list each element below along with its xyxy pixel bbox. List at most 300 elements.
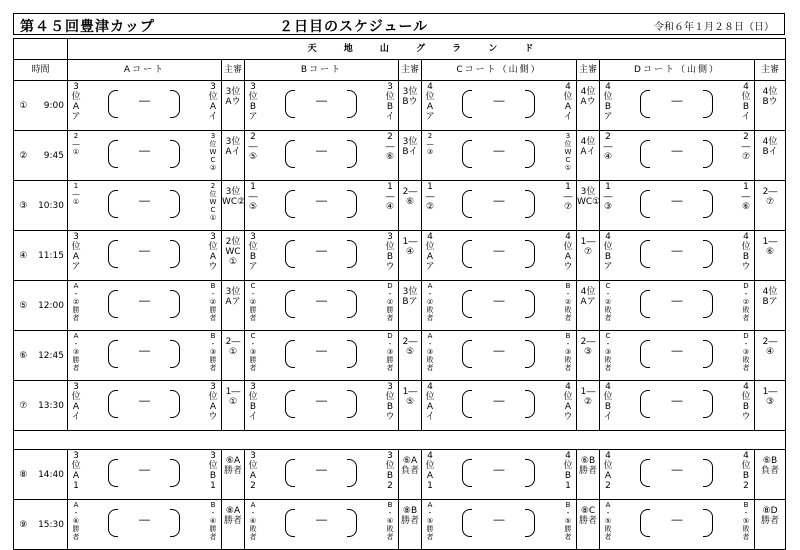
score-bracket-right	[170, 90, 180, 118]
referee-header: 主審	[577, 60, 600, 81]
referee-cell	[399, 131, 422, 181]
match-cell	[422, 500, 577, 550]
home-team-label: 3 位 A イ	[71, 382, 81, 422]
score-bracket-left	[640, 340, 650, 368]
match-cell	[68, 181, 222, 231]
score-bracket-left	[285, 90, 295, 118]
score-bracket-left	[640, 509, 650, 537]
score-separator: ―	[493, 394, 505, 407]
match	[245, 450, 398, 493]
court-b-header: Bコート	[245, 60, 399, 81]
referee-label: 3位 WC②	[222, 187, 246, 207]
schedule-subtitle: ２日目のスケジュール	[279, 19, 429, 35]
score-separator: ―	[493, 513, 505, 526]
referee-cell	[755, 450, 786, 500]
score-bracket-right	[525, 509, 535, 537]
referee-label: 4位 Aイ	[580, 137, 596, 157]
score-separator: ―	[493, 94, 505, 107]
slot-number: ⑨	[14, 500, 33, 550]
slot-time: 13:30	[33, 381, 68, 431]
home-team-label: C ・ ③ 勝 者	[249, 332, 257, 372]
home-team-label: C ・ ② 敗 者	[604, 282, 612, 322]
away-team-label: 3 位 B ウ	[385, 382, 395, 422]
score-separator: ―	[139, 94, 150, 107]
referee-cell	[399, 231, 422, 281]
match-cell	[600, 450, 755, 500]
score-bracket-left	[462, 390, 472, 418]
score-bracket-right	[347, 90, 357, 118]
score-bracket-left	[640, 240, 650, 268]
score-bracket-right	[347, 240, 357, 268]
score-bracket-right	[703, 290, 713, 318]
score-bracket-left	[462, 140, 472, 168]
away-team-label: 4 位 B イ	[741, 82, 751, 122]
home-team-label: 4 位 A イ	[425, 382, 435, 422]
match	[600, 500, 754, 543]
away-team-label: 3 位 A ウ	[208, 382, 218, 422]
score-bracket-left	[285, 459, 295, 487]
away-team-label: B ・ ③ 勝 者	[209, 332, 217, 372]
referee-cell	[755, 500, 786, 550]
home-team-label: 4 位 B イ	[603, 382, 613, 422]
score-bracket-left	[285, 509, 295, 537]
match-cell	[68, 381, 222, 431]
home-team-label: A ・ ③ 敗 者	[426, 332, 434, 372]
match-cell	[68, 450, 222, 500]
match-cell	[245, 331, 399, 381]
score-separator: ―	[139, 513, 150, 526]
referee-cell	[577, 381, 600, 431]
away-team-label: B ・ ③ 敗 者	[564, 332, 572, 372]
referee-cell	[222, 450, 245, 500]
home-team-label: 3 位 A 1	[71, 451, 81, 491]
score-separator: ―	[316, 194, 327, 207]
away-team-label: 3 位 W C ①	[564, 132, 572, 172]
referee-label: 3位 Aウ	[225, 87, 241, 107]
home-team-label: A ・ ⑥ 勝 者	[72, 501, 80, 541]
score-bracket-left	[108, 459, 118, 487]
match	[68, 81, 221, 124]
referee-label: 1― ②	[580, 387, 596, 407]
match-cell	[245, 81, 399, 131]
match	[600, 281, 754, 324]
score-separator: ―	[493, 294, 505, 307]
slot-time: 12:45	[33, 331, 68, 381]
referee-label: 1― ①	[225, 387, 241, 407]
match	[600, 381, 754, 424]
match	[422, 181, 576, 224]
home-team-label: 1 ― ②	[425, 182, 435, 212]
referee-cell	[577, 331, 600, 381]
slot-time: 15:30	[33, 500, 68, 550]
home-team-label: A ・ ② 勝 者	[72, 282, 80, 322]
separator-cell	[33, 431, 68, 450]
home-team-label: A ・ ⑤ 勝 者	[426, 501, 434, 541]
score-bracket-left	[285, 140, 295, 168]
away-team-label: 2 位 W C ①	[209, 182, 217, 222]
score-bracket-right	[347, 390, 357, 418]
match-cell	[422, 81, 577, 131]
score-separator: ―	[671, 194, 683, 207]
away-team-label: 1 ― ⑦	[563, 182, 573, 212]
score-bracket-right	[347, 340, 357, 368]
away-team-label: 4 位 B 2	[741, 451, 751, 491]
score-bracket-left	[462, 459, 472, 487]
referee-cell	[755, 281, 786, 331]
match	[600, 131, 754, 174]
score-bracket-right	[347, 459, 357, 487]
score-bracket-right	[703, 240, 713, 268]
score-bracket-right	[170, 390, 180, 418]
referee-header: 主審	[399, 60, 422, 81]
score-bracket-right	[170, 340, 180, 368]
home-team-label: 2 ― ⑤	[248, 132, 258, 162]
score-bracket-right	[170, 459, 180, 487]
referee-cell	[577, 81, 600, 131]
referee-cell	[222, 331, 245, 381]
home-team-label: 4 位 A 2	[603, 451, 613, 491]
away-team-label: 3 位 B 2	[385, 451, 395, 491]
score-bracket-left	[640, 90, 650, 118]
score-bracket-left	[108, 240, 118, 268]
home-team-label: 4 位 A ア	[425, 232, 435, 272]
away-team-label: 3 位 B ウ	[385, 232, 395, 272]
score-bracket-right	[525, 190, 535, 218]
score-bracket-right	[347, 509, 357, 537]
match	[245, 231, 398, 274]
match	[600, 81, 754, 124]
away-team-label: 1 ― ⑥	[741, 182, 751, 212]
away-team-label: 2 ― ⑥	[385, 132, 395, 162]
referee-label: 2― ⑥	[402, 187, 418, 207]
match-cell	[245, 500, 399, 550]
home-team-label: 3 位 A ア	[71, 82, 81, 122]
referee-cell	[399, 181, 422, 231]
match-cell	[600, 181, 755, 231]
score-bracket-left	[640, 190, 650, 218]
referee-header: 主審	[755, 60, 786, 81]
score-bracket-left	[108, 290, 118, 318]
home-team-label: 3 位 B イ	[248, 382, 258, 422]
home-team-label: 3 位 A 2	[248, 451, 258, 491]
referee-cell	[577, 450, 600, 500]
match-cell	[422, 381, 577, 431]
score-bracket-right	[170, 190, 180, 218]
match	[422, 81, 576, 124]
time-slot-row	[14, 231, 786, 281]
score-bracket-left	[640, 390, 650, 418]
home-team-label: 3 位 B ア	[248, 232, 258, 272]
match	[68, 331, 221, 374]
away-team-label: D ・ ② 敗 者	[742, 282, 750, 322]
slot-number: ④	[14, 231, 33, 281]
referee-cell	[755, 181, 786, 231]
match-cell	[600, 231, 755, 281]
slot-time: 14:40	[33, 450, 68, 500]
time-slot-row	[14, 281, 786, 331]
separator-cell	[422, 431, 577, 450]
referee-label: 1― ⑥	[762, 237, 778, 257]
score-bracket-right	[703, 390, 713, 418]
home-team-label: 1 ― ③	[603, 182, 613, 212]
score-bracket-right	[703, 459, 713, 487]
match	[422, 500, 576, 543]
away-team-label: 4 位 A ウ	[563, 382, 573, 422]
match-cell	[245, 381, 399, 431]
referee-label: ⑥B 負者	[761, 456, 780, 476]
away-team-label: B ・ ② 敗 者	[564, 282, 572, 322]
away-team-label: 3 位 A イ	[208, 82, 218, 122]
score-separator: ―	[316, 244, 327, 257]
slot-number: ⑥	[14, 331, 33, 381]
referee-cell	[399, 500, 422, 550]
score-separator: ―	[139, 144, 150, 157]
score-bracket-right	[170, 140, 180, 168]
away-team-label: B ・ ⑥ 勝 者	[209, 501, 217, 541]
referee-cell	[755, 131, 786, 181]
match-cell	[422, 450, 577, 500]
score-separator: ―	[671, 344, 683, 357]
referee-cell	[222, 181, 245, 231]
referee-cell	[222, 381, 245, 431]
match	[245, 131, 398, 174]
referee-cell	[222, 131, 245, 181]
score-separator: ―	[139, 463, 150, 476]
slot-time: 9:00	[33, 81, 68, 131]
away-team-label: 3 位 A ウ	[208, 232, 218, 272]
venue-spacer	[14, 39, 68, 60]
referee-label: 3位 Bウ	[402, 87, 418, 107]
score-separator: ―	[493, 344, 505, 357]
match-cell	[245, 231, 399, 281]
score-separator: ―	[493, 463, 505, 476]
court-a-header: Aコート	[68, 60, 222, 81]
referee-cell	[399, 331, 422, 381]
match-cell	[600, 381, 755, 431]
home-team-label: C ・ ② 勝 者	[249, 282, 257, 322]
home-team-label: 2 ― ③	[426, 132, 434, 156]
slot-number: ⑦	[14, 381, 33, 431]
score-separator: ―	[139, 394, 150, 407]
match	[245, 81, 398, 124]
referee-label: ⑥A 負者	[400, 456, 419, 476]
score-separator: ―	[316, 94, 327, 107]
score-separator: ―	[139, 194, 150, 207]
court-c-header: Cコート（山側）	[422, 60, 577, 81]
referee-cell	[755, 381, 786, 431]
away-team-label: 3 位 W C ②	[209, 132, 217, 172]
score-separator: ―	[671, 94, 683, 107]
match-cell	[422, 281, 577, 331]
away-team-label: 4 位 B ウ	[741, 232, 751, 272]
separator-cell	[755, 431, 786, 450]
score-bracket-left	[285, 240, 295, 268]
match-cell	[600, 331, 755, 381]
referee-label: ⑧D 勝者	[761, 506, 780, 526]
match-cell	[600, 500, 755, 550]
score-bracket-left	[285, 390, 295, 418]
score-bracket-right	[525, 90, 535, 118]
home-team-label: 4 位 A 1	[425, 451, 435, 491]
score-bracket-left	[108, 90, 118, 118]
away-team-label: D ・ ③ 勝 者	[386, 332, 394, 372]
score-bracket-left	[462, 190, 472, 218]
referee-label: 4位 Bイ	[762, 137, 778, 157]
score-bracket-right	[347, 190, 357, 218]
score-separator: ―	[316, 513, 327, 526]
score-separator: ―	[139, 344, 150, 357]
score-separator: ―	[493, 194, 505, 207]
referee-label: 1― ⑦	[580, 237, 596, 257]
score-bracket-right	[347, 290, 357, 318]
away-team-label: 3 位 B イ	[385, 82, 395, 122]
slot-number: ①	[14, 81, 33, 131]
score-separator: ―	[671, 463, 683, 476]
score-bracket-right	[525, 240, 535, 268]
referee-cell	[399, 81, 422, 131]
score-separator: ―	[316, 294, 327, 307]
score-bracket-right	[525, 390, 535, 418]
score-bracket-right	[347, 140, 357, 168]
column-header-row	[14, 60, 786, 81]
score-separator: ―	[316, 344, 327, 357]
separator-cell	[68, 431, 222, 450]
referee-cell	[577, 131, 600, 181]
slot-time: 9:45	[33, 131, 68, 181]
score-separator: ―	[493, 244, 505, 257]
away-team-label: B ・ ⑥ 敗 者	[386, 501, 394, 541]
match	[600, 450, 754, 493]
score-bracket-right	[703, 509, 713, 537]
away-team-label: B ・ ② 勝 者	[209, 282, 217, 322]
header-bar	[13, 13, 785, 35]
match	[600, 331, 754, 374]
score-bracket-left	[108, 390, 118, 418]
time-slot-row	[14, 450, 786, 500]
referee-label: 3位 WC①	[577, 187, 601, 207]
referee-label: 3位 Aイ	[225, 137, 241, 157]
match-cell	[422, 231, 577, 281]
score-bracket-right	[170, 290, 180, 318]
match	[245, 331, 398, 374]
away-team-label: 1 ― ④	[385, 182, 395, 212]
match-cell	[245, 131, 399, 181]
score-bracket-left	[108, 190, 118, 218]
score-bracket-left	[462, 509, 472, 537]
score-bracket-right	[703, 140, 713, 168]
referee-label: 2― ⑦	[762, 187, 778, 207]
referee-label: 4位 Aウ	[580, 87, 596, 107]
slot-time: 11:15	[33, 231, 68, 281]
score-separator: ―	[671, 294, 683, 307]
referee-cell	[399, 281, 422, 331]
away-team-label: 4 位 A イ	[563, 82, 573, 122]
venue-name: 天 地 山 グ ラ ン ド	[68, 39, 786, 60]
referee-label: ⑥A 勝者	[223, 456, 242, 476]
score-separator: ―	[316, 463, 327, 476]
tournament-title: 第４５回豊津カップ	[20, 19, 155, 35]
referee-label: 4位 Bア	[762, 287, 778, 307]
home-team-label: C ・ ③ 敗 者	[604, 332, 612, 372]
match-cell	[68, 500, 222, 550]
score-bracket-left	[640, 290, 650, 318]
score-bracket-right	[525, 340, 535, 368]
away-team-label: 4 位 A ウ	[563, 232, 573, 272]
referee-cell	[755, 81, 786, 131]
home-team-label: 1 ― ①	[72, 182, 80, 206]
home-team-label: 3 位 B ア	[248, 82, 258, 122]
match-cell	[245, 450, 399, 500]
score-separator: ―	[316, 144, 327, 157]
separator-row	[14, 431, 786, 450]
match	[245, 181, 398, 224]
away-team-label: 4 位 B ウ	[741, 382, 751, 422]
time-slot-row	[14, 131, 786, 181]
match	[245, 281, 398, 324]
score-bracket-left	[462, 290, 472, 318]
score-bracket-left	[285, 290, 295, 318]
referee-label: 1― ③	[762, 387, 778, 407]
referee-label: ⑧C 勝者	[578, 506, 597, 526]
referee-cell	[222, 231, 245, 281]
match	[245, 500, 398, 543]
match	[600, 181, 754, 224]
score-bracket-right	[170, 240, 180, 268]
match	[422, 450, 576, 493]
match	[422, 281, 576, 324]
score-separator: ―	[139, 244, 150, 257]
score-bracket-right	[703, 190, 713, 218]
score-separator: ―	[139, 294, 150, 307]
score-separator: ―	[671, 394, 683, 407]
court-d-header: Dコート（山側）	[600, 60, 755, 81]
referee-cell	[755, 331, 786, 381]
match	[68, 500, 221, 543]
separator-cell	[577, 431, 600, 450]
referee-cell	[399, 381, 422, 431]
match-cell	[422, 181, 577, 231]
referee-cell	[577, 181, 600, 231]
referee-label: 4位 Bウ	[762, 87, 778, 107]
referee-cell	[577, 500, 600, 550]
schedule-date: 令和６年１月２８日（日）	[654, 22, 774, 33]
referee-label: 1― ④	[402, 237, 418, 257]
slot-time: 10:30	[33, 181, 68, 231]
match	[68, 381, 221, 424]
match	[68, 181, 221, 224]
home-team-label: A ・ ③ 勝 者	[72, 332, 80, 372]
score-bracket-right	[170, 509, 180, 537]
score-separator: ―	[671, 244, 683, 257]
away-team-label: D ・ ② 勝 者	[386, 282, 394, 322]
time-header: 時間	[14, 60, 68, 81]
referee-label: 2― ①	[225, 337, 241, 357]
score-bracket-left	[462, 240, 472, 268]
time-slot-row	[14, 381, 786, 431]
separator-cell	[600, 431, 755, 450]
match-cell	[600, 281, 755, 331]
away-team-label: 3 位 B 1	[208, 451, 218, 491]
score-bracket-left	[462, 340, 472, 368]
match-cell	[68, 81, 222, 131]
referee-cell	[577, 281, 600, 331]
referee-label: ⑥B 勝者	[578, 456, 597, 476]
time-slot-row	[14, 331, 786, 381]
home-team-label: 4 位 A ア	[425, 82, 435, 122]
score-bracket-right	[703, 340, 713, 368]
referee-label: 3位 Bア	[402, 287, 418, 307]
score-bracket-left	[285, 190, 295, 218]
